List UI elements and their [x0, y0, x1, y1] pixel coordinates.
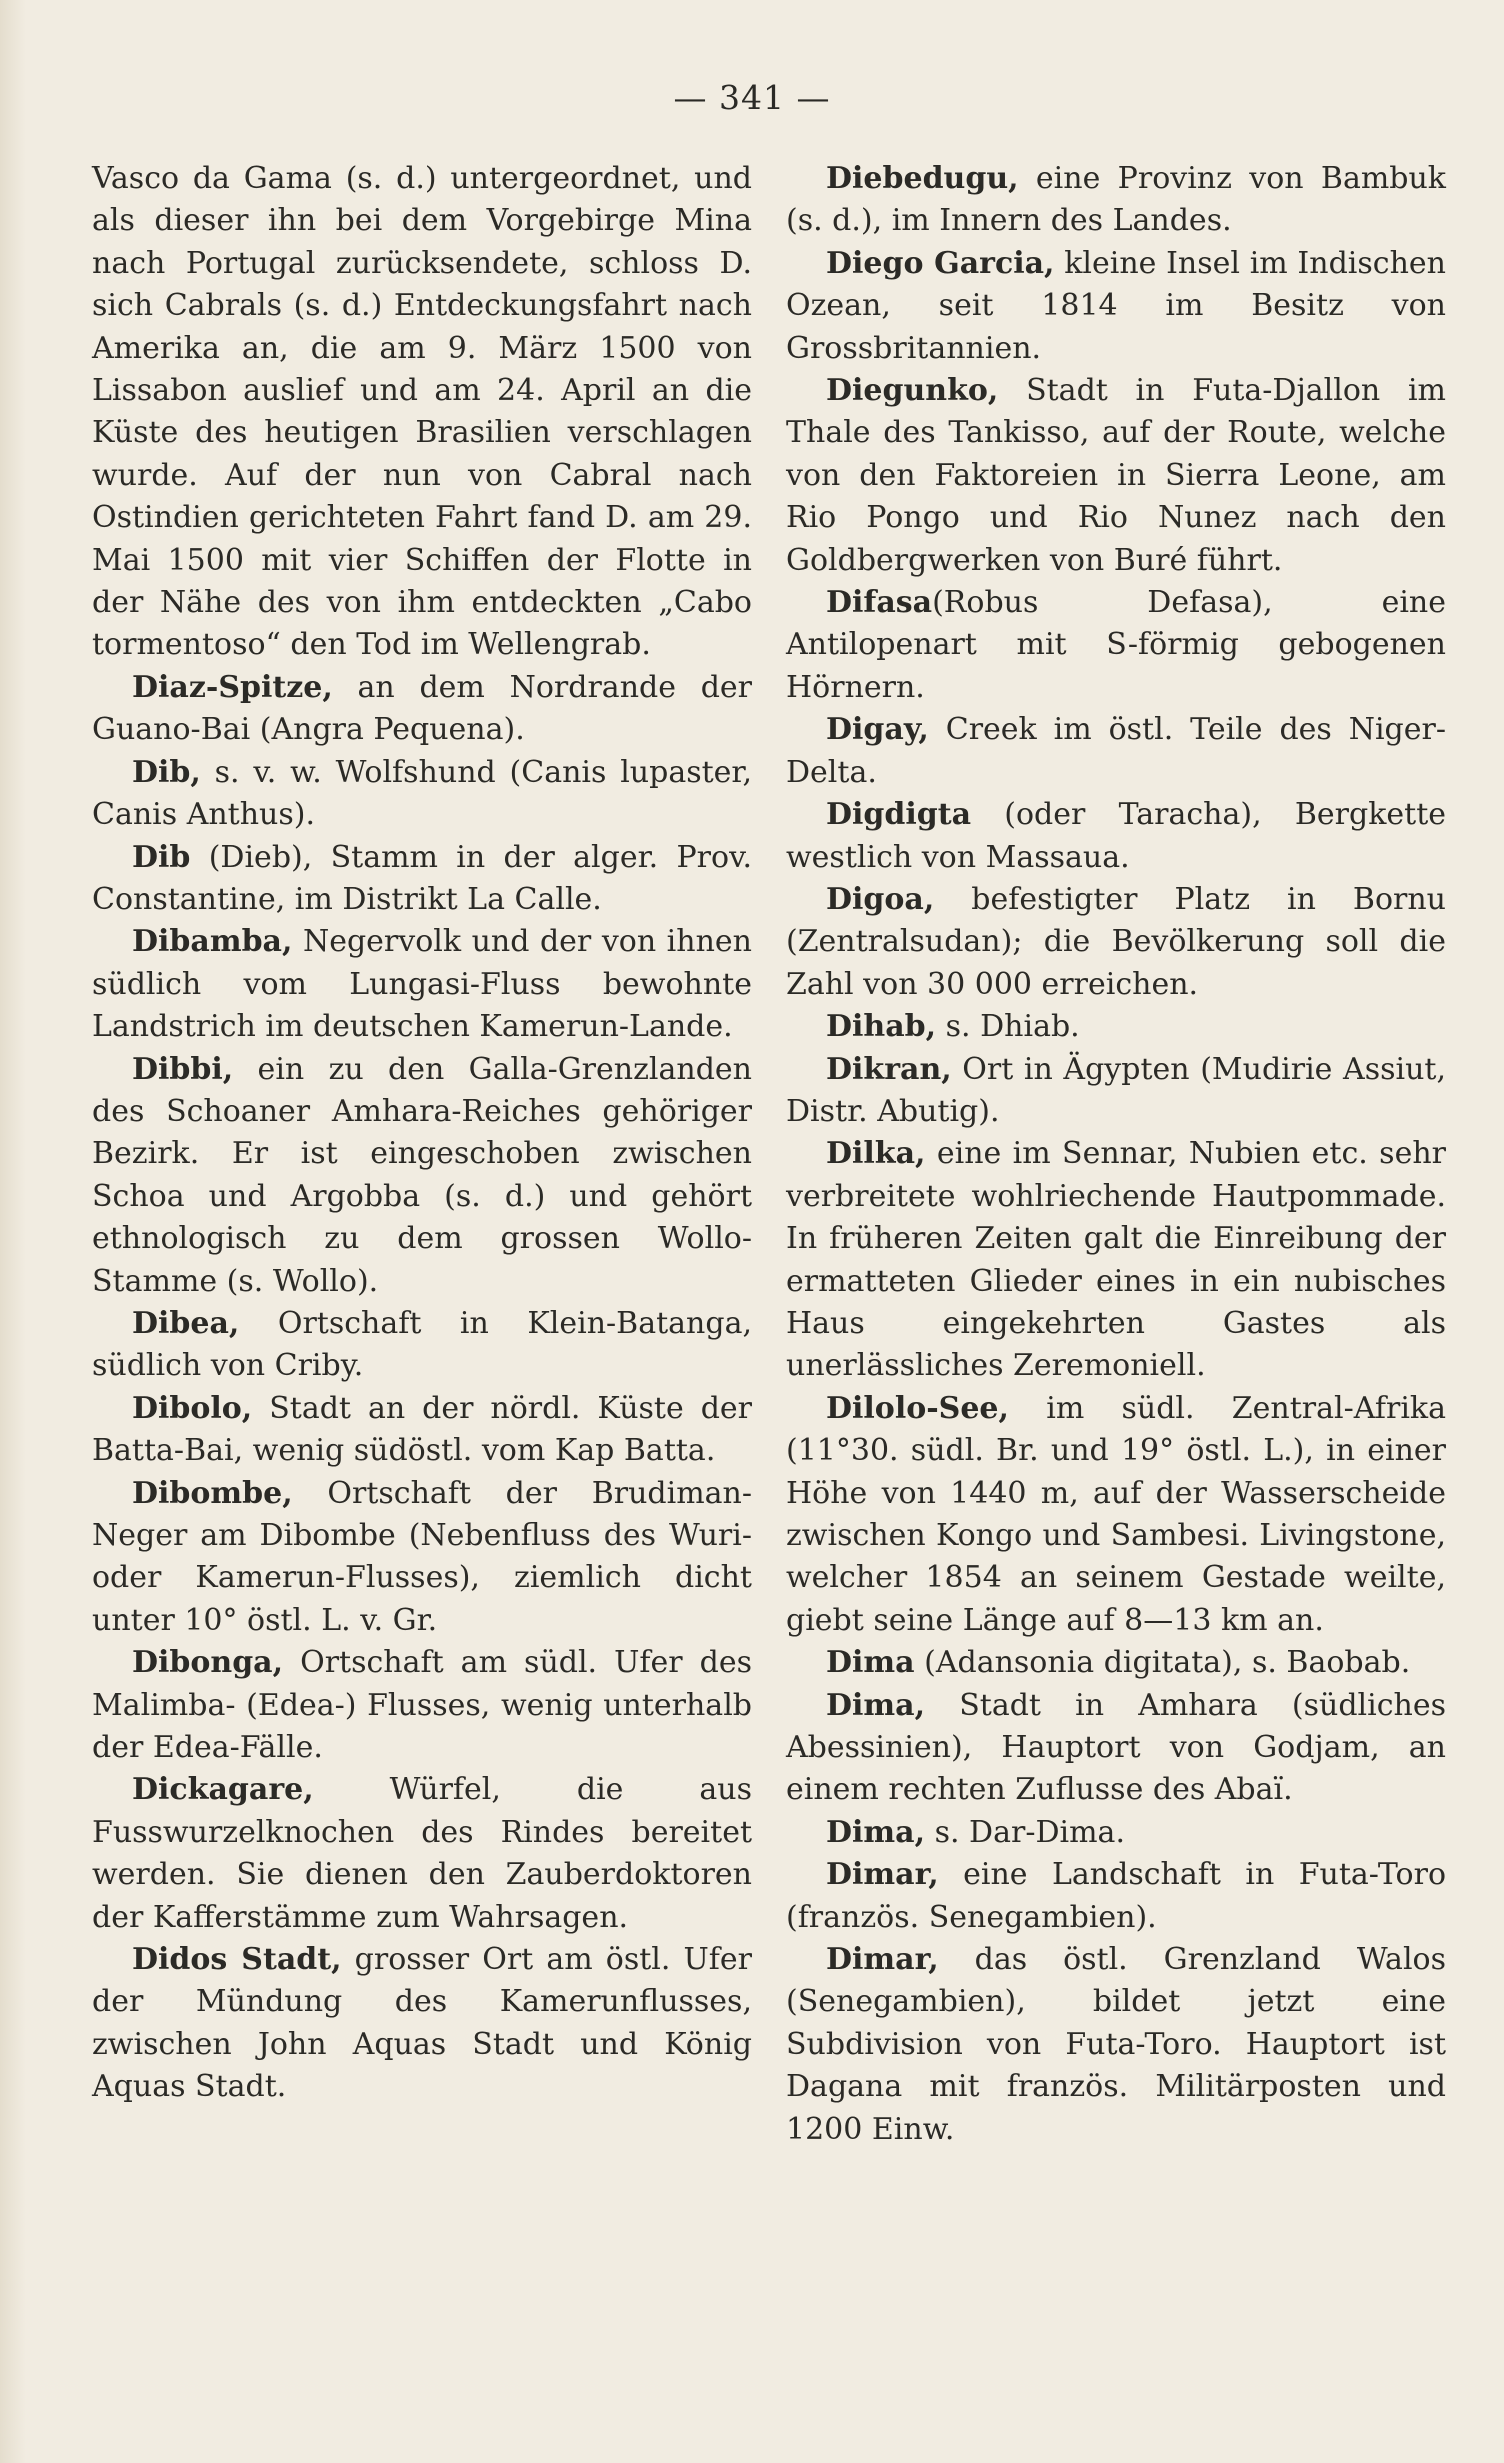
entry-definition: Ortschaft am südl. Ufer des Malimba- (Edea-) Flusses, wenig unterhalb der Edea-Fälle. [92, 1645, 752, 1766]
entry-definition: s. v. w. Wolfshund (Canis lupaster, Canis Anthus). [92, 754, 752, 833]
entry-term: Digdigta [826, 797, 972, 833]
entry-definition: s. Dar-Dima. [925, 1814, 1125, 1850]
left-column [92, 158, 752, 2109]
dictionary-entry [786, 1049, 1446, 1134]
dictionary-entry [786, 582, 1446, 709]
dictionary-entry [786, 794, 1446, 879]
entry-term: Dimar, [826, 1857, 939, 1893]
entry-definition: eine Landschaft in Futa-Toro (französ. Senegambien). [786, 1857, 1446, 1935]
entry-term: Dihab, [826, 1009, 937, 1045]
dictionary-entry [92, 1473, 752, 1643]
entry-definition: im südl. Zentral-Afrika (11°30. südl. Br. und 19° östl. L.), in einer Höhe von 1440 m, auf der Wasserscheide zwischen Kongo und Sambesi. Livingstone, welcher 1854 an seinem Gestade weilte, giebt seine Länge auf 8—13 km an. [786, 1390, 1446, 1638]
page-number: — 341 — [673, 78, 831, 117]
entry-definition: eine Provinz von Bambuk (s. d.), im Innern des Landes. [786, 161, 1446, 239]
dictionary-entry [92, 837, 752, 922]
entry-definition: Stadt an der nördl. Küste der Batta-Bai, wenig südöstl. vom Kap Batta. [92, 1390, 752, 1469]
entry-term: Diebedugu, [826, 161, 1019, 196]
entry-definition: s. Dhiab. [936, 1009, 1080, 1045]
dictionary-entry [786, 1854, 1446, 1939]
entry-definition: ein zu den Galla-Grenzlanden des Schoaner Amhara-Reiches gehöriger Bezirk. Er ist eingeschoben zwischen Schoa und Argobba (s. d.) und gehört ethnologisch zu dem grossen Wollo-Stamme (s. Wollo). [92, 1051, 752, 1299]
entry-term: Dikran, [826, 1051, 952, 1087]
entry-definition: Creek im östl. Teile des Niger-Delta. [786, 712, 1446, 790]
dictionary-entry [92, 752, 752, 837]
dictionary-entry [92, 921, 752, 1048]
page-edge-shadow [0, 0, 26, 2463]
entry-term: Dima [826, 1645, 915, 1681]
entry-term: Dib, [132, 754, 201, 790]
entry-definition: das östl. Grenzland Walos (Senegambien), bildet jetzt eine Subdivision von Futa-Toro. Hauptort ist Dagana mit französ. Militärposten und 1200 Einw. [786, 1942, 1446, 2147]
entry-term: Diaz-Spitze, [132, 669, 333, 705]
dictionary-entry [786, 1685, 1446, 1812]
entry-term: Diego Garcia, [826, 245, 1055, 281]
entry-definition: kleine Insel im Indischen Ozean, seit 1814 im Besitz von Grossbritannien. [786, 245, 1446, 366]
dictionary-entry [786, 158, 1446, 243]
right-entry-list [786, 158, 1446, 2151]
entry-definition: Stadt in Amhara (südliches Abessinien), Hauptort von Godjam, an einem rechten Zuflusse des Abaï. [786, 1687, 1446, 1808]
entry-definition: Stadt in Futa-Djallon im Thale des Tankisso, auf der Route, welche von den Faktoreien in Sierra Leone, am Rio Pongo und Rio Nunez nach den Goldbergwerken von Buré führt. [786, 373, 1446, 578]
entry-term: Dima, [826, 1814, 926, 1850]
dictionary-entry [786, 1812, 1446, 1854]
dictionary-entry [786, 243, 1446, 370]
entry-term: Dilolo-See, [826, 1390, 1009, 1426]
entry-term: Diegunko, [826, 373, 999, 409]
dictionary-entry [92, 1939, 752, 2109]
entry-term: Dilka, [826, 1136, 926, 1172]
dictionary-entry [786, 1939, 1446, 2151]
dictionary-entry [92, 1049, 752, 1303]
entry-term: Dibolo, [132, 1390, 253, 1426]
entry-definition: Ortschaft der Brudiman-Neger am Dibombe (Nebenfluss des Wuri- oder Kamerun-Flusses), ziemlich dicht unter 10° östl. L. v. Gr. [92, 1475, 752, 1638]
dictionary-entry [786, 1388, 1446, 1642]
entry-definition: an dem Nordrande der Guano-Bai (Angra Pequena). [92, 669, 752, 748]
dictionary-entry [92, 1642, 752, 1769]
entry-definition: Ortschaft in Klein-Batanga, südlich von Criby. [92, 1305, 752, 1384]
entry-definition: (Robus Defasa), eine Antilopenart mit S-förmig gebogenen Hörnern. [786, 585, 1446, 705]
dictionary-entry [786, 1642, 1446, 1684]
continued-entry-text: Vasco da Gama (s. d.) untergeordnet, und als dieser ihn bei dem Vorgebirge Mina nach Portugal zurücksendete, schloss D. sich Cabrals (s. d.) Entdeckungsfahrt nach Amerika an, die am 9. März 1500 von Lissabon auslief und am 24. April an die Küste des heutigen Brasilien verschlagen wurde. Auf der nun von Cabral nach Ostindien gerichteten Fahrt fand D. am 29. Mai 1500 mit vier Schiffen der Flotte in der Nähe des von ihm entdeckten „Cabo tormentoso“ den Tod im Wellengrab. [92, 161, 752, 663]
entry-term: Dib [132, 839, 191, 875]
entry-term: Didos Stadt, [132, 1942, 342, 1978]
dictionary-entry [92, 1388, 752, 1473]
entry-term: Difasa [826, 585, 933, 621]
entry-definition: (Adansonia digitata), s. Baobab. [914, 1645, 1411, 1681]
entry-term: Digay, [826, 712, 929, 748]
entry-term: Digoa, [826, 881, 935, 917]
dictionary-entry [786, 1006, 1446, 1048]
right-column [786, 158, 1446, 2151]
entry-term: Dibamba, [132, 924, 293, 960]
dictionary-entry [92, 667, 752, 752]
dictionary-entry [92, 1303, 752, 1388]
dictionary-entry [786, 879, 1446, 1006]
left-entry-list [92, 667, 752, 2109]
entry-term: Dimar, [826, 1942, 939, 1978]
entry-definition: Ort in Ägypten (Mudirie Assiut, Distr. Abutig). [786, 1051, 1446, 1129]
entry-definition: (Dieb), Stamm in der alger. Prov. Constantine, im Distrikt La Calle. [92, 839, 752, 917]
entry-term: Dibea, [132, 1305, 240, 1341]
dictionary-entry [786, 1133, 1446, 1387]
entry-term: Dibbi, [132, 1051, 234, 1087]
dictionary-entry [786, 709, 1446, 794]
entry-definition: befestigter Platz in Bornu (Zentralsudan); die Bevölkerung soll die Zahl von 30 000 erreichen. [786, 881, 1446, 1002]
entry-definition: eine im Sennar, Nubien etc. sehr verbreitete wohlriechende Hautpommade. In früheren Zeiten galt die Einreibung der ermatteten Glieder eines in ein nubisches Haus eingekehrten Gastes als unerlässliches Zeremoniell. [786, 1136, 1446, 1384]
entry-definition: Negervolk und der von ihnen südlich vom Lungasi-Fluss bewohnte Landstrich im deutschen Kamerun-Lande. [92, 924, 752, 1045]
entry-term: Dibonga, [132, 1645, 284, 1681]
entry-term: Dickagare, [132, 1772, 314, 1808]
entry-term: Dibombe, [132, 1475, 293, 1511]
dictionary-entry [92, 1769, 752, 1939]
entry-definition: grosser Ort am östl. Ufer der Mündung des Kamerunflusses, zwischen John Aquas Stadt und König Aquas Stadt. [92, 1942, 752, 2105]
entry-definition: (oder Taracha), Bergkette westlich von Massaua. [786, 797, 1446, 875]
dictionary-entry [786, 370, 1446, 582]
entry-definition: Würfel, die aus Fusswurzelknochen des Rindes bereitet werden. Sie dienen den Zauberdoktoren der Kafferstämme zum Wahrsagen. [92, 1772, 752, 1935]
entry-term: Dima, [826, 1687, 926, 1723]
